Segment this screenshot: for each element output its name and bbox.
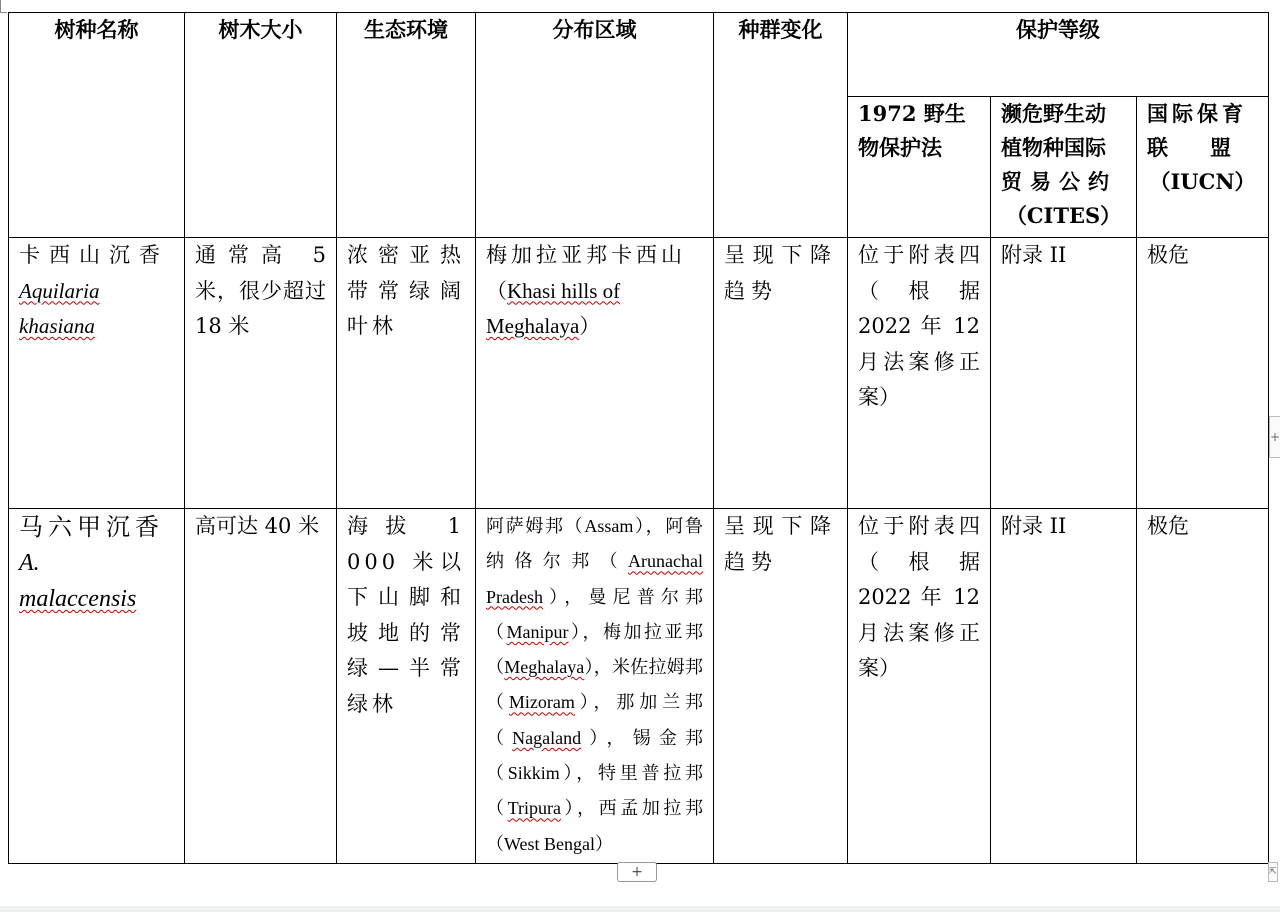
distribution-cn: 梅加拉亚邦卡西山	[486, 243, 686, 267]
cell-population: 呈现下降趋势	[714, 509, 848, 864]
header-cites-line3: 贸易公约	[1001, 169, 1117, 194]
cell-iucn: 极危	[1137, 509, 1269, 864]
species-latin-genus: Aquilaria	[19, 278, 100, 303]
dist-place-nagaland: Nagaland	[512, 727, 582, 748]
table-row	[9, 509, 1269, 864]
dist-place-tripura: Tripura	[507, 798, 561, 819]
distribution-en-1: Khasi hills of	[507, 278, 621, 303]
header-iucn-line2: 联 盟	[1147, 135, 1231, 160]
dist-text: 阿萨姆邦（	[486, 516, 585, 537]
cell-species	[9, 509, 185, 864]
dist-place-pradesh: Pradesh	[486, 586, 543, 607]
cell-distribution: 梅加拉亚邦卡西山 （Khasi hills of Meghalaya）	[476, 238, 714, 509]
header-species: 树种名称	[9, 13, 185, 238]
header-population: 种群变化	[714, 13, 848, 238]
dist-text: ）	[595, 833, 614, 855]
dist-text: ），特里普拉邦（	[486, 763, 704, 820]
header-iucn-line1: 国际保育	[1147, 101, 1247, 126]
header-wildlife-act-line1: 1972 野生	[858, 101, 966, 126]
cell-habitat: 浓密亚热带常绿阔叶林	[337, 238, 476, 509]
header-cites	[991, 97, 1137, 238]
header-cites-line4: （CITES）	[1005, 203, 1122, 228]
species-cn: 卡西山沉香	[19, 243, 169, 267]
species-cn: 马六甲沉香	[19, 513, 164, 541]
table-row	[9, 238, 1269, 509]
dist-text: ），阿鲁纳佫尔邦（	[486, 516, 704, 573]
dist-place-assam: Assam	[584, 516, 634, 536]
header-iucn	[1137, 97, 1269, 238]
header-habitat: 生态环境	[337, 13, 476, 238]
add-column-handle[interactable]: +	[1269, 416, 1280, 458]
cell-iucn: 极危	[1137, 238, 1269, 509]
species-protection-table	[8, 12, 1269, 864]
header-row	[9, 13, 1269, 97]
cell-wildlife-act: 位于附表四（根据 2022 年 12 月法案修正案）	[848, 509, 991, 864]
cell-size: 通常高 5 米，很少超过 18 米	[185, 238, 337, 509]
cell-habitat: 海拔 1 000 米以下山脚和坡地的常绿—半常绿林	[337, 509, 476, 864]
cell-wildlife-act: 位于附表四（根据 2022 年 12 月法案修正案）	[848, 238, 991, 509]
dist-text: ），曼尼普尔邦（	[486, 586, 703, 643]
cell-distribution	[476, 509, 714, 864]
dist-text: ），梅加拉亚邦（	[486, 621, 703, 679]
add-row-button[interactable]: +	[617, 862, 657, 882]
dist-place-arunachal: Arunachal	[628, 551, 703, 572]
dist-text: ），西孟加拉邦（	[486, 798, 704, 855]
cell-population: 呈现下降趋势	[714, 238, 848, 509]
dist-place-west-bengal: West Bengal	[504, 833, 596, 854]
header-size: 树木大小	[185, 13, 337, 238]
cell-species	[9, 238, 185, 509]
header-distribution: 分布区域	[476, 13, 714, 238]
dist-place-mizoram: Mizoram	[508, 692, 575, 713]
header-iucn-line3: （IUCN）	[1149, 169, 1256, 194]
species-latin-epithet: khasiana	[19, 314, 95, 338]
header-cites-line1: 濒危野生动	[1001, 101, 1106, 126]
table-resize-handle[interactable]: ⇱	[1268, 862, 1278, 882]
dist-text: ），米佐拉姆邦（	[486, 657, 704, 714]
cell-cites: 附录 II	[991, 509, 1137, 864]
cell-cites: 附录 II	[991, 238, 1137, 509]
header-protection: 保护等级	[848, 13, 1269, 97]
dist-text: ），锡金邦（	[486, 727, 703, 785]
cell-size: 高可达 40 米	[185, 509, 337, 864]
species-latin-genus: A.	[19, 550, 40, 576]
bottom-scroll-bar[interactable]	[0, 906, 1280, 912]
dist-place-manipur: Manipur	[506, 621, 569, 642]
dist-place-meghalaya: Meghalaya	[504, 657, 585, 678]
dist-text: ），那加兰邦（	[486, 692, 703, 749]
header-wildlife-act-line2: 物保护法	[858, 135, 942, 160]
page-corner-mark	[0, 0, 7, 13]
header-cites-line2: 植物种国际	[1001, 135, 1106, 160]
species-latin-epithet: malaccensis	[19, 586, 137, 612]
distribution-en-2: Meghalaya	[486, 314, 580, 338]
dist-place-sikkim: Sikkim	[507, 763, 560, 784]
header-wildlife-act	[848, 97, 991, 238]
